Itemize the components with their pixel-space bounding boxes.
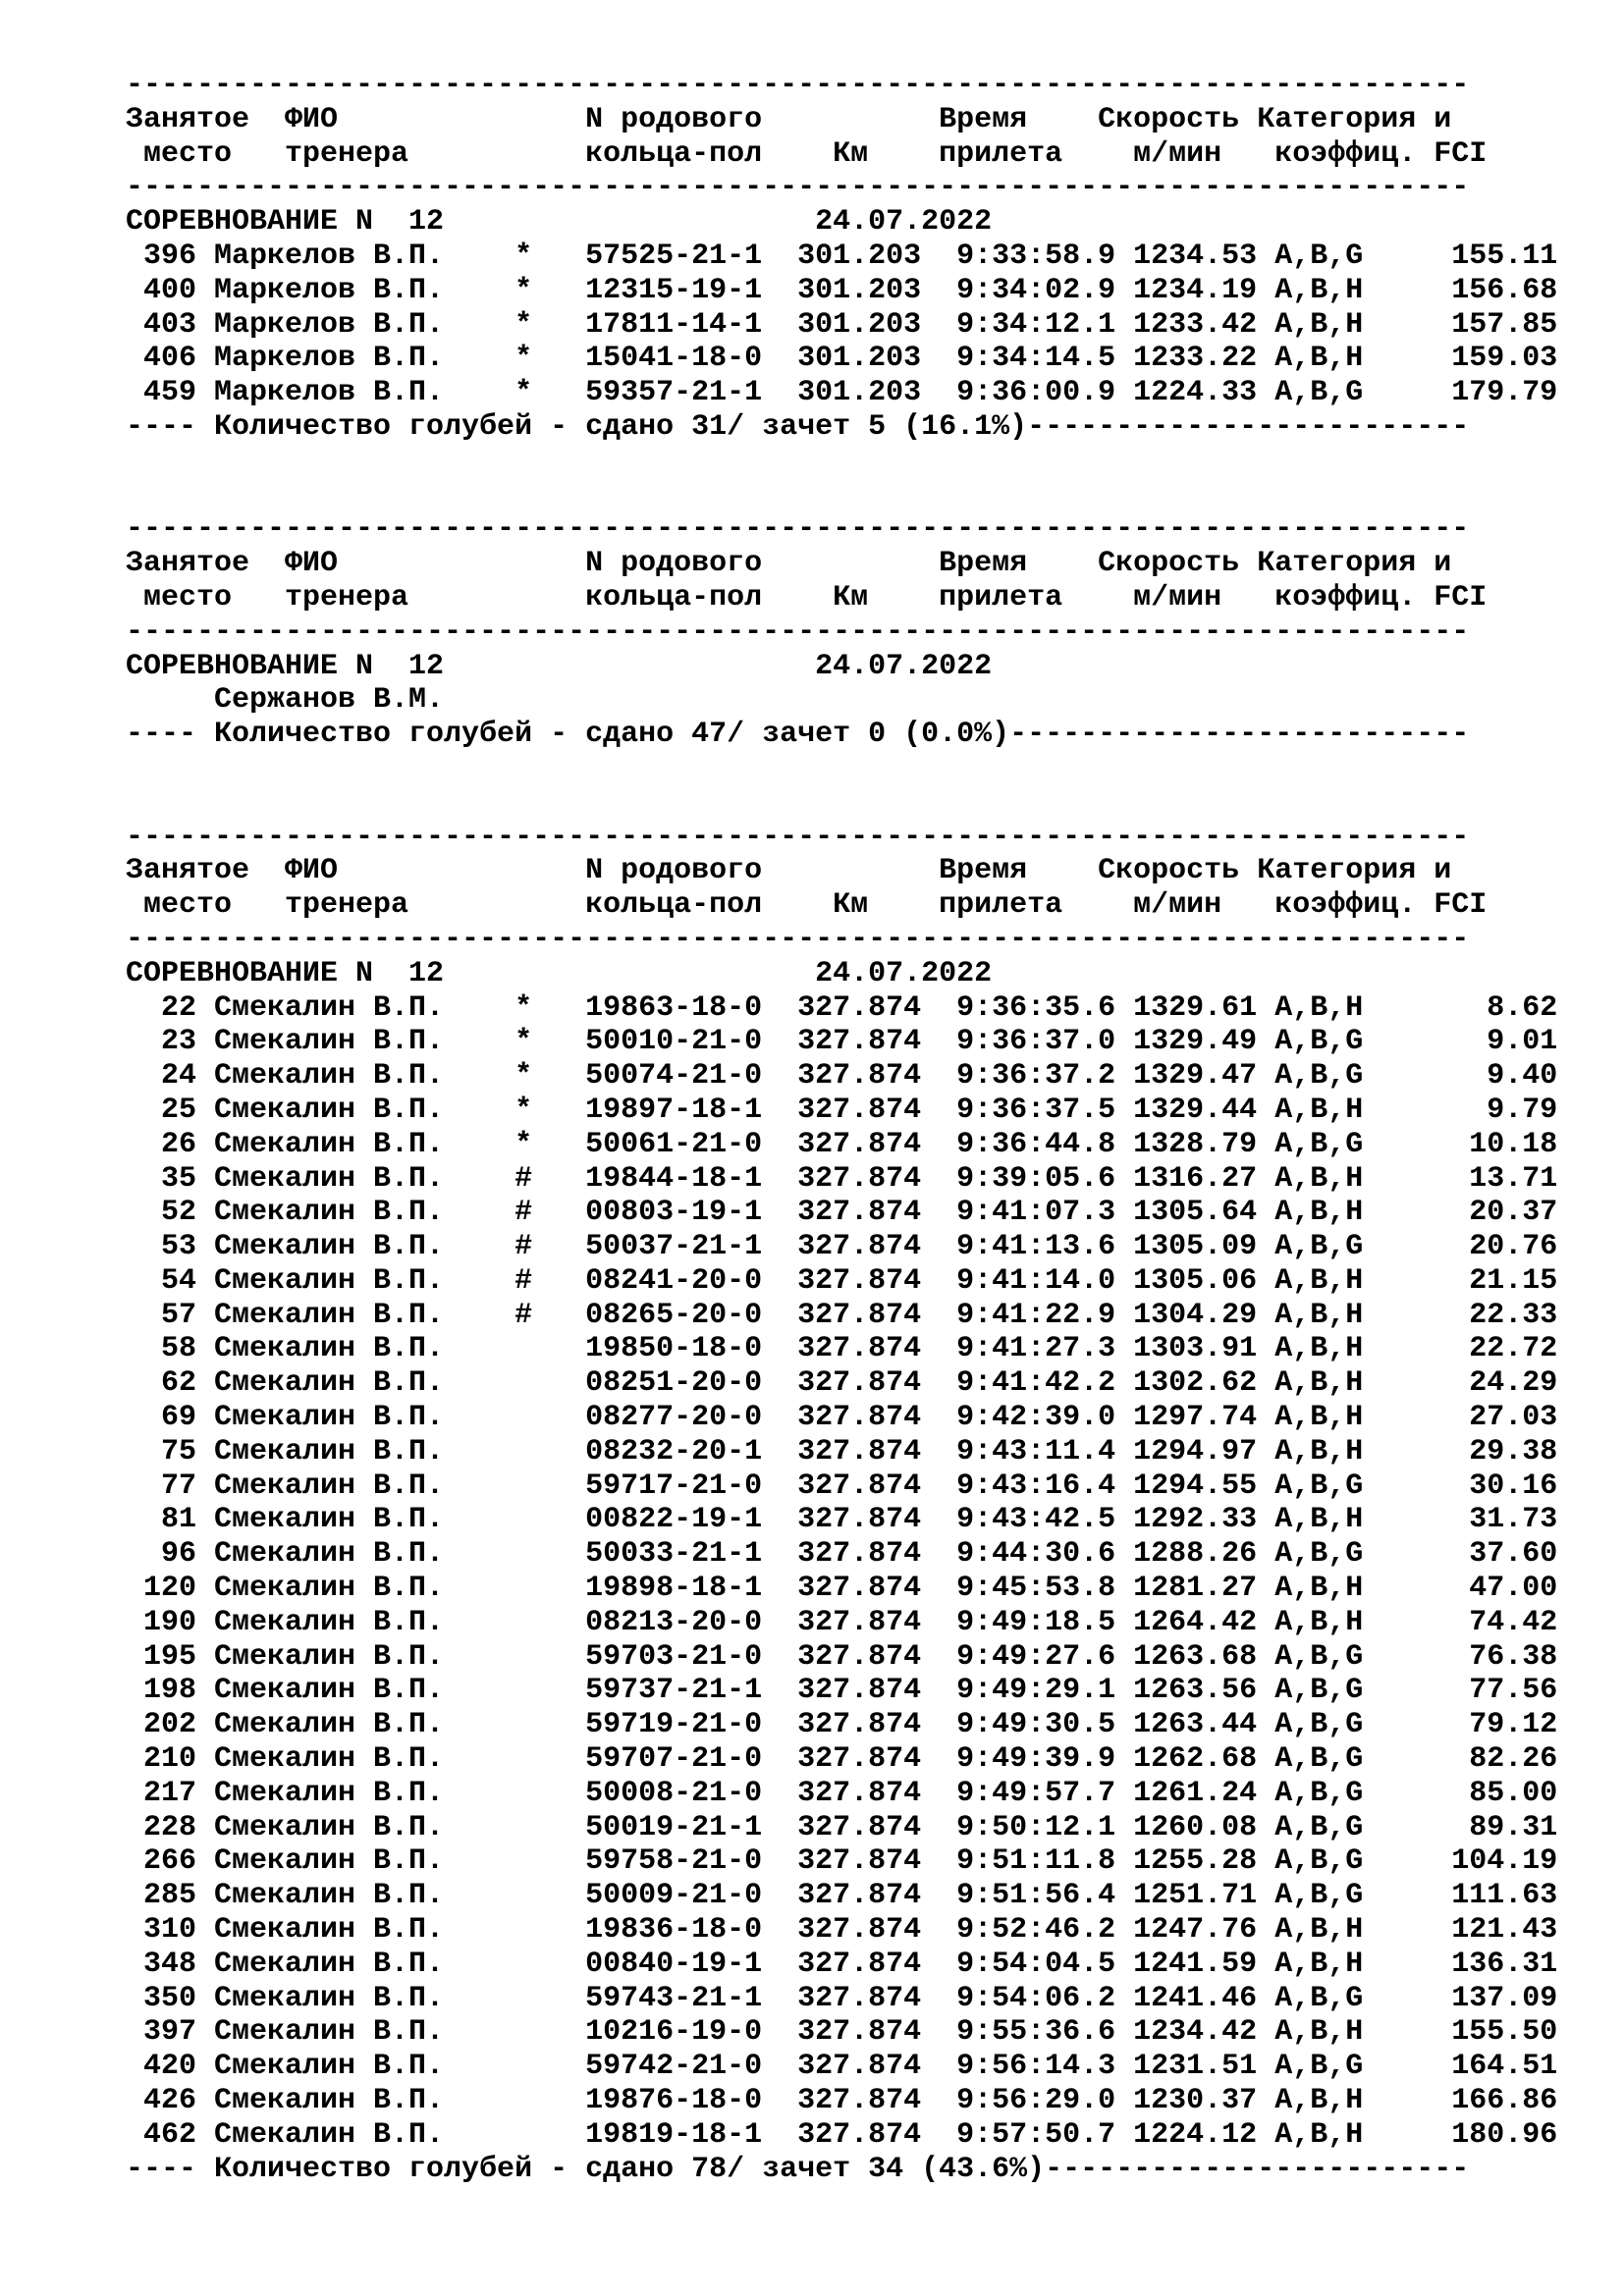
table-row: 310 Смекалин В.П. 19836-18-0 327.874 9:52:46.2 1247.76 A,B,H 121.43 [126, 1913, 1558, 1948]
table-row: 62 Смекалин В.П. 08251-20-0 327.874 9:41:42.2 1302.62 A,B,H 24.29 [126, 1366, 1558, 1401]
table-row: 69 Смекалин В.П. 08277-20-0 327.874 9:42:39.0 1297.74 A,B,H 27.03 [126, 1401, 1558, 1435]
table-row: Сержанов В.М. [126, 683, 445, 718]
table-row: 396 Маркелов В.П. * 57525-21-1 301.203 9:33:58.9 1234.53 A,B,G 155.11 [126, 239, 1558, 273]
table-header-line-1: Занятое ФИО N родового Время Скорость Категория и [126, 854, 1452, 888]
table-row: 420 Смекалин В.П. 59742-21-0 327.874 9:56:14.3 1231.51 A,B,G 164.51 [126, 2050, 1558, 2084]
divider-line: ---------------------------------------------------------------------------- [126, 69, 1470, 102]
table-row: 195 Смекалин В.П. 59703-21-0 327.874 9:49:27.6 1263.68 A,B,G 76.38 [126, 1639, 1558, 1674]
table-row: 285 Смекалин В.П. 50009-21-0 327.874 9:51:56.4 1251.71 A,B,G 111.63 [126, 1879, 1558, 1913]
table-row: 397 Смекалин В.П. 10216-19-0 327.874 9:55:36.6 1234.42 A,B,H 155.50 [126, 2015, 1558, 2050]
table-row: 202 Смекалин В.П. 59719-21-0 327.874 9:49:30.5 1263.44 A,B,G 79.12 [126, 1708, 1558, 1742]
table-row: 406 Маркелов В.П. * 15041-18-0 301.203 9:34:14.5 1233.22 A,B,H 159.03 [126, 342, 1558, 376]
table-row: 58 Смекалин В.П. 19850-18-0 327.874 9:41:27.3 1303.91 A,B,H 22.72 [126, 1332, 1558, 1366]
divider-line: ---------------------------------------------------------------------------- [126, 922, 1470, 956]
table-header-line-1: Занятое ФИО N родового Время Скорость Категория и [126, 102, 1452, 136]
table-row: 459 Маркелов В.П. * 59357-21-1 301.203 9:36:00.9 1224.33 A,B,G 179.79 [126, 376, 1558, 410]
table-row: 77 Смекалин В.П. 59717-21-0 327.874 9:43:16.4 1294.55 A,B,G 30.16 [126, 1468, 1558, 1503]
table-row: 35 Смекалин В.П. # 19844-18-1 327.874 9:39:05.6 1316.27 A,B,H 13.71 [126, 1161, 1558, 1196]
table-row: 25 Смекалин В.П. * 19897-18-1 327.874 9:36:37.5 1329.44 A,B,H 9.79 [126, 1093, 1558, 1127]
table-row: 24 Смекалин В.П. * 50074-21-0 327.874 9:36:37.2 1329.47 A,B,G 9.40 [126, 1059, 1558, 1094]
competition-title: СОРЕВНОВАНИЕ N 12 24.07.2022 [126, 205, 993, 240]
table-row: 403 Маркелов В.П. * 17811-14-1 301.203 9:34:12.1 1233.42 A,B,H 157.85 [126, 307, 1558, 342]
section-summary: ---- Количество голубей - сдано 78/ зачет 34 (43.6%)------------------------ [126, 2152, 1470, 2186]
table-row: 198 Смекалин В.П. 59737-21-1 327.874 9:49:29.1 1263.56 A,B,G 77.56 [126, 1674, 1558, 1708]
spacer [126, 786, 1557, 821]
table-row: 350 Смекалин В.П. 59743-21-1 327.874 9:54:06.2 1241.46 A,B,G 137.09 [126, 1981, 1558, 2015]
table-header-line-1: Занятое ФИО N родового Время Скорость Категория и [126, 547, 1452, 581]
table-row: 462 Смекалин В.П. 19819-18-1 327.874 9:57:50.7 1224.12 A,B,H 180.96 [126, 2117, 1558, 2152]
table-row: 53 Смекалин В.П. # 50037-21-1 327.874 9:41:13.6 1305.09 A,B,G 20.76 [126, 1230, 1558, 1264]
spacer [126, 479, 1557, 513]
table-header-line-2: место тренера кольца-пол Км прилета м/мин коэффиц. FCI [126, 580, 1488, 614]
table-row: 57 Смекалин В.П. # 08265-20-0 327.874 9:41:22.9 1304.29 A,B,H 22.33 [126, 1298, 1558, 1332]
divider-line: ---------------------------------------------------------------------------- [126, 820, 1470, 854]
divider-line: ---------------------------------------------------------------------------- [126, 512, 1470, 547]
table-row: 228 Смекалин В.П. 50019-21-1 327.874 9:50:12.1 1260.08 A,B,G 89.31 [126, 1810, 1558, 1844]
table-header-line-2: место тренера кольца-пол Км прилета м/мин коэффиц. FCI [126, 888, 1488, 923]
table-row: 23 Смекалин В.П. * 50010-21-0 327.874 9:36:37.0 1329.49 A,B,G 9.01 [126, 1025, 1558, 1059]
table-row: 217 Смекалин В.П. 50008-21-0 327.874 9:49:57.7 1261.24 A,B,G 85.00 [126, 1776, 1558, 1810]
table-row: 400 Маркелов В.П. * 12315-19-1 301.203 9:34:02.9 1234.19 A,B,H 156.68 [126, 273, 1558, 307]
table-row: 426 Смекалин В.П. 19876-18-0 327.874 9:56:29.0 1230.37 A,B,H 166.86 [126, 2084, 1558, 2118]
table-row: 22 Смекалин В.П. * 19863-18-0 327.874 9:36:35.6 1329.61 A,B,H 8.62 [126, 990, 1558, 1025]
competition-title: СОРЕВНОВАНИЕ N 12 24.07.2022 [126, 956, 993, 990]
table-row: 26 Смекалин В.П. * 50061-21-0 327.874 9:36:44.8 1328.79 A,B,G 10.18 [126, 1127, 1558, 1161]
spacer [126, 752, 1557, 786]
section-summary: ---- Количество голубей - сдано 31/ зачет 5 (16.1%)------------------------- [126, 409, 1470, 444]
divider-line: ---------------------------------------------------------------------------- [126, 614, 1470, 649]
section-summary: ---- Количество голубей - сдано 47/ зачет 0 (0.0%)-------------------------- [126, 718, 1470, 752]
table-row: 75 Смекалин В.П. 08232-20-1 327.874 9:43:11.4 1294.97 A,B,H 29.38 [126, 1434, 1558, 1468]
table-row: 190 Смекалин В.П. 08213-20-0 327.874 9:49:18.5 1264.42 A,B,H 74.42 [126, 1605, 1558, 1639]
table-row: 81 Смекалин В.П. 00822-19-1 327.874 9:43:42.5 1292.33 A,B,H 31.73 [126, 1503, 1558, 1537]
table-row: 120 Смекалин В.П. 19898-18-1 327.874 9:45:53.8 1281.27 A,B,H 47.00 [126, 1572, 1558, 1606]
table-row: 210 Смекалин В.П. 59707-21-0 327.874 9:49:39.9 1262.68 A,B,G 82.26 [126, 1742, 1558, 1777]
table-row: 54 Смекалин В.П. # 08241-20-0 327.874 9:41:14.0 1305.06 A,B,H 21.15 [126, 1263, 1558, 1298]
table-row: 96 Смекалин В.П. 50033-21-1 327.874 9:44:30.6 1288.26 A,B,G 37.60 [126, 1537, 1558, 1572]
results-document [126, 69, 1557, 2186]
divider-line: ---------------------------------------------------------------------------- [126, 171, 1470, 205]
table-header-line-2: место тренера кольца-пол Км прилета м/мин коэффиц. FCI [126, 136, 1488, 171]
competition-title: СОРЕВНОВАНИЕ N 12 24.07.2022 [126, 649, 993, 683]
spacer [126, 445, 1557, 479]
table-row: 266 Смекалин В.П. 59758-21-0 327.874 9:51:11.8 1255.28 A,B,G 104.19 [126, 1844, 1558, 1879]
table-row: 52 Смекалин В.П. # 00803-19-1 327.874 9:41:07.3 1305.64 A,B,H 20.37 [126, 1196, 1558, 1230]
table-row: 348 Смекалин В.П. 00840-19-1 327.874 9:54:04.5 1241.59 A,B,H 136.31 [126, 1947, 1558, 1981]
